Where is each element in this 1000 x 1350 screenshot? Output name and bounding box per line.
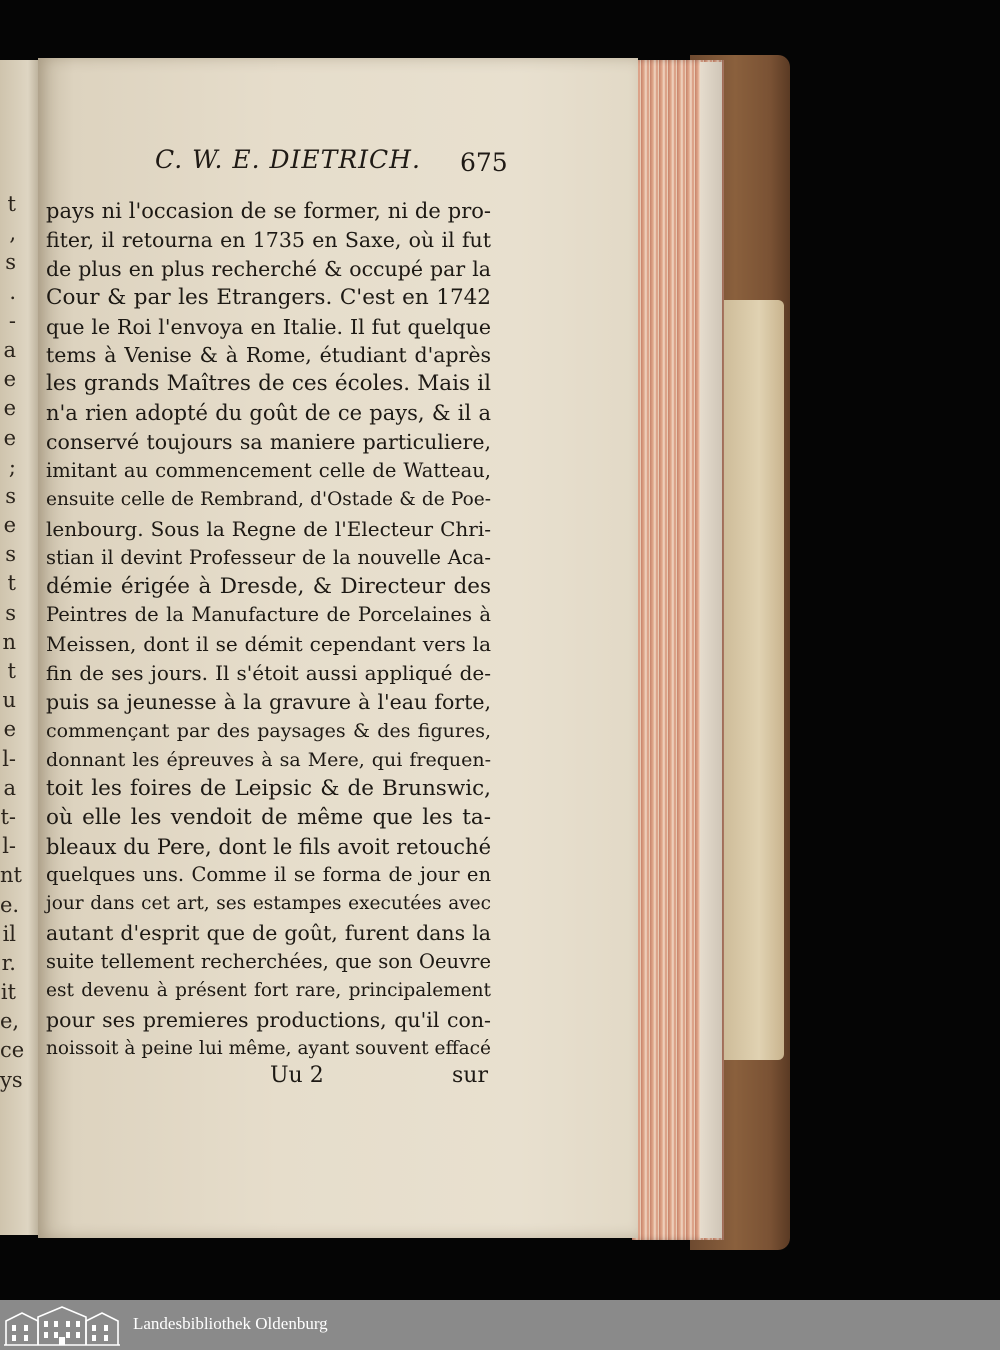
left-page-fragment: e <box>3 717 16 742</box>
left-page-fragment: e <box>3 396 16 421</box>
cover-worn-area <box>722 300 784 1060</box>
text-line: autant d'esprit que de goût, furent dans la <box>46 921 491 946</box>
library-name: Landesbibliothek Oldenburg <box>133 1314 328 1333</box>
running-head: C. W. E. DIETRICH. <box>155 145 421 174</box>
text-line: ensuite celle de Rembrand, d'Ostade & de Poe- <box>46 488 491 510</box>
text-line: fin de ses jours. Il s'étoit aussi appliqué de- <box>46 661 491 686</box>
text-line: de plus en plus recherché & occupé par la <box>46 256 491 281</box>
text-line: Cour & par les Etrangers. C'est en 1742 <box>46 284 491 310</box>
left-page-fragment: - <box>8 308 16 333</box>
left-page-fragment: n <box>2 629 16 654</box>
page-edge-inner <box>700 62 722 1238</box>
text-line: les grands Maîtres de ces écoles. Mais il <box>46 371 491 397</box>
left-page-fragment: ce <box>0 1038 25 1063</box>
left-page-text-fragments <box>0 190 40 1095</box>
left-page-fragment: u <box>2 688 16 713</box>
text-line: suite tellement recherchées, que son Oeuvre <box>46 950 491 974</box>
left-page-fragment: a <box>3 775 16 800</box>
catchword: sur <box>452 1063 488 1088</box>
page-number: 675 <box>460 148 508 177</box>
text-line: pays ni l'occasion de se former, ni de pro- <box>46 199 491 223</box>
text-line: lenbourg. Sous la Regne de l'Electeur Chri- <box>46 516 491 541</box>
left-page-fragment: nt <box>0 863 22 888</box>
text-line: est devenu à présent fort rare, principalement <box>46 980 491 1002</box>
text-line: commençant par des paysages & des figures, <box>46 720 491 743</box>
text-line: n'a rien adopté du goût de ce pays, & il a <box>46 401 491 426</box>
text-line: jour dans cet art, ses estampes executées avec <box>46 893 491 915</box>
left-page-fragment: l- <box>2 834 16 859</box>
left-page-fragment: ; <box>8 454 16 479</box>
left-page-fragment: e, <box>0 1009 20 1034</box>
left-page-fragment: e <box>3 513 16 538</box>
text-line: démie érigée à Dresde, & Directeur des <box>46 573 491 599</box>
text-line: pour ses premieres productions, qu'il con- <box>46 1007 491 1032</box>
text-line: tems à Venise & à Rome, étudiant d'après <box>46 343 491 368</box>
footer-bar <box>0 1300 1000 1350</box>
text-line: donnant les épreuves à sa Mere, qui frequen- <box>46 748 491 771</box>
text-line: puis sa jeunesse à la gravure à l'eau forte, <box>46 690 491 715</box>
left-page-fragment: it <box>0 980 16 1005</box>
body-text <box>46 197 491 1064</box>
text-line: quelques uns. Comme il se forma de jour en <box>46 863 491 887</box>
left-page-fragment: . <box>9 279 16 304</box>
left-page-fragment: r. <box>1 950 16 975</box>
text-line: Peintres de la Manufacture de Porcelaines à <box>46 603 491 627</box>
left-page-fragment: e. <box>0 892 20 917</box>
text-line: où elle les vendoit de même que les ta- <box>46 804 491 830</box>
library-building-logo-icon <box>2 1303 122 1347</box>
left-page-fragment: l- <box>2 746 16 771</box>
left-page-fragment: ys <box>0 1067 23 1092</box>
left-page-fragment: e <box>3 367 16 392</box>
text-line: stian il devint Professeur de la nouvelle Aca- <box>46 545 491 569</box>
text-line: toit les foires de Leipsic & de Brunswic, <box>46 775 491 801</box>
text-line: noissoit à peine lui même, ayant souvent effacé <box>46 1037 491 1059</box>
left-page-fragment: t <box>7 571 16 596</box>
left-page-fragment: e <box>3 425 16 450</box>
signature-mark: Uu 2 <box>270 1063 324 1088</box>
left-page-fragment: t <box>7 659 16 683</box>
left-page-fragment: a <box>3 337 16 362</box>
left-page-fragment: s <box>5 250 16 275</box>
left-page-fragment: s <box>5 542 16 567</box>
left-page-fragment: t- <box>0 804 16 829</box>
text-line: que le Roi l'envoya en Italie. Il fut quelque <box>46 314 491 339</box>
left-page-fragment: s <box>5 600 16 625</box>
text-line: imitant au commencement celle de Watteau, <box>46 459 491 483</box>
text-line: Meissen, dont il se démit cependant vers la <box>46 632 491 657</box>
left-page-fragment: , <box>9 221 16 246</box>
left-page-fragment: s <box>5 483 16 508</box>
text-line: conservé toujours sa maniere particuliere, <box>46 430 491 455</box>
text-line: bleaux du Pere, dont le fils avoit retouché <box>46 834 491 859</box>
left-page-fragment: il <box>2 921 16 946</box>
left-page-fragment: t <box>7 192 16 216</box>
text-line: fiter, il retourna en 1735 en Saxe, où il fut <box>46 227 491 252</box>
